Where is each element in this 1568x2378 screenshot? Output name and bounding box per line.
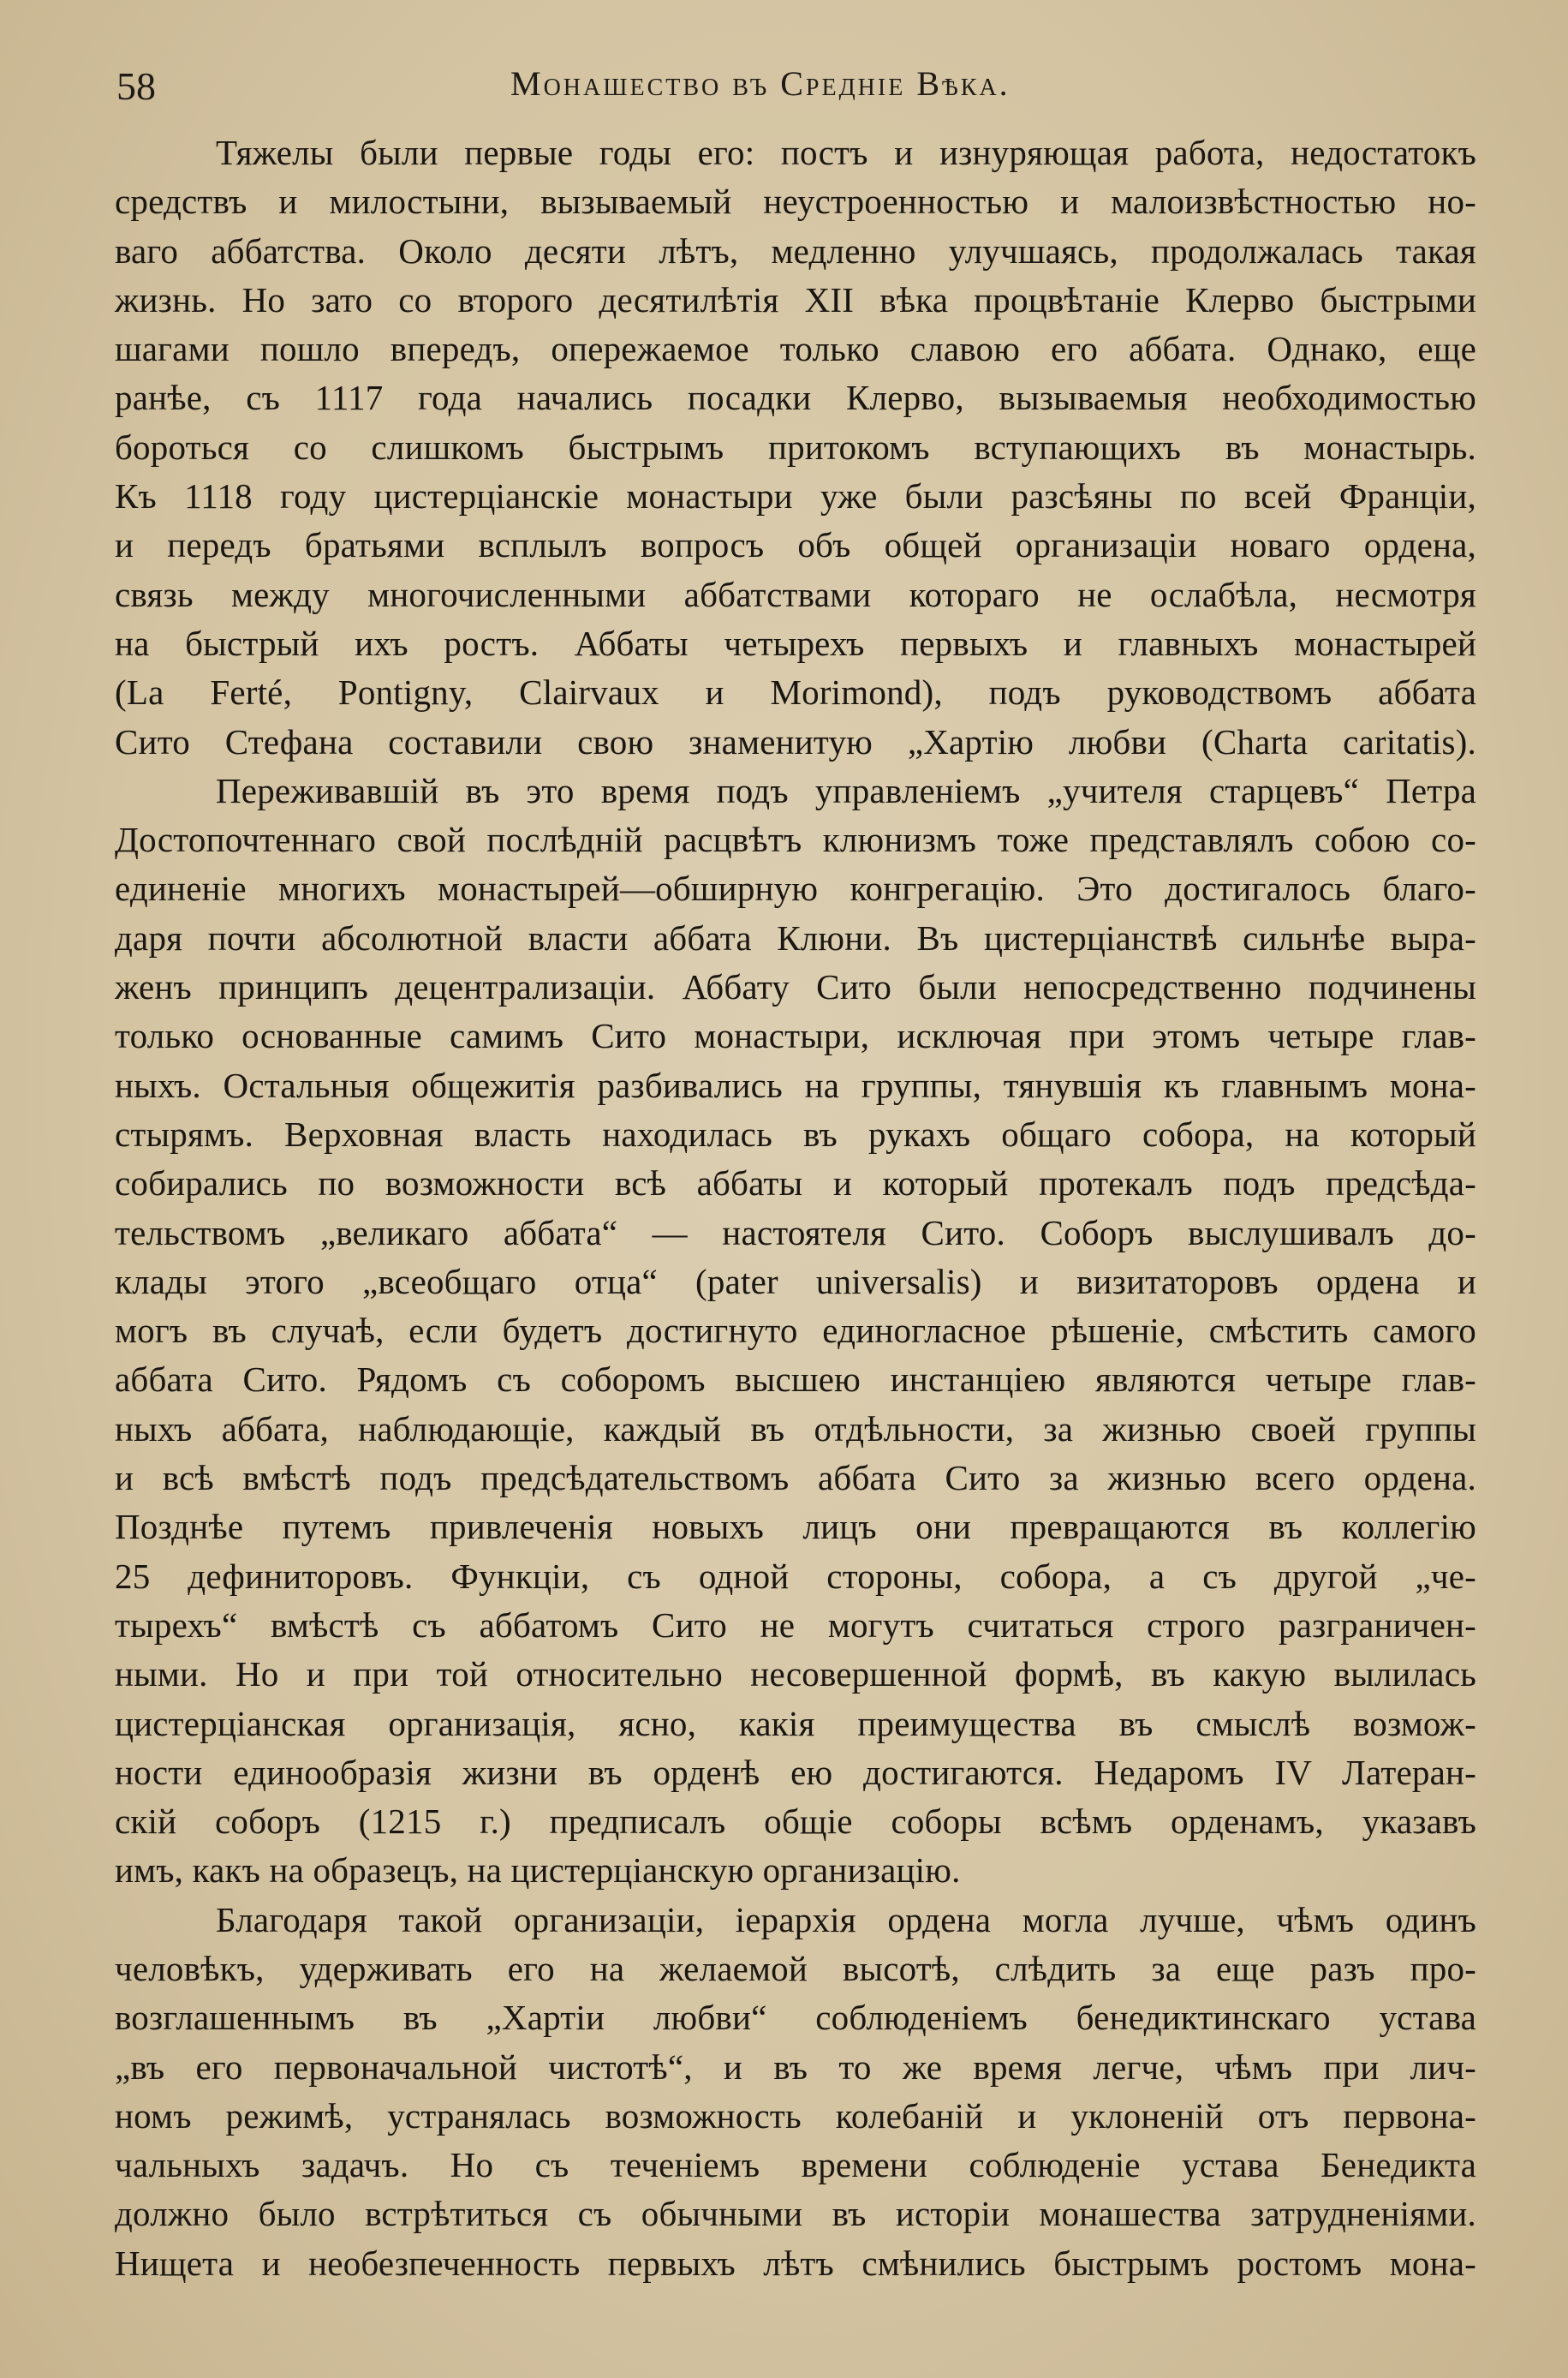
text-line: ныхъ аббата, наблюдающіе, каждый въ отдѣльности, за жизнью своей группы (115, 1408, 1476, 1449)
text-line: единеніе многихъ монастырей—обширную конгрегацію. Это достигалось благо- (115, 869, 1476, 909)
text-line: цистерціанская организація, ясно, какія преимущества въ смыслѣ возмож- (115, 1703, 1476, 1743)
text-line: бороться со слишкомъ быстрымъ притокомъ вступающихъ въ монастырь. (115, 427, 1476, 467)
text-line: (La Ferté, Pontigny, Clairvaux и Morimond), подъ руководствомъ аббата (115, 672, 1476, 713)
text-line: собирались по возможности всѣ аббаты и который протекалъ подъ предсѣда- (115, 1163, 1476, 1204)
text-line: ности единообразія жизни въ орденѣ ею достигаются. Недаромъ IV Латеран- (115, 1752, 1476, 1792)
text-line: Достопочтеннаго свой послѣдній расцвѣтъ клюнизмъ тоже представлялъ собою со- (115, 820, 1476, 860)
text-line: Благодаря такой организаціи, іерархія ордена могла лучше, чѣмъ одинъ (216, 1899, 1476, 1939)
text-line: жизнь. Но зато со второго десятилѣтія XII вѣка процвѣтаніе Клерво быстрыми (115, 279, 1476, 320)
text-line: Къ 1118 году цистерціанскіе монастыри уже были разсѣяны по всей Франціи, (115, 476, 1476, 517)
text-line: и всѣ вмѣстѣ подъ предсѣдательствомъ аббата Сито за жизнью всего ордена. (115, 1458, 1476, 1498)
text-line: только основанные самимъ Сито монастыри, исключая при этомъ четыре глав- (115, 1016, 1476, 1056)
text-line: стырямъ. Верховная власть находилась въ рукахъ общаго собора, на который (115, 1114, 1476, 1154)
text-line: ныхъ. Остальныя общежитія разбивались на группы, тянувшія къ главнымъ мона- (115, 1065, 1476, 1105)
text-line: ранѣе, съ 1117 года начались посадки Клерво, вызываемыя необходимостью (115, 378, 1476, 418)
text-line: тельствомъ „великаго аббата“ — настоятеля Сито. Соборъ выслушивалъ до- (115, 1212, 1476, 1252)
running-title: Монашество въ Средніе Вѣка. (510, 64, 1011, 103)
text-line: аббата Сито. Рядомъ съ соборомъ высшею инстанціею являются четыре глав- (115, 1359, 1476, 1400)
text-line: Позднѣе путемъ привлеченія новыхъ лицъ они превращаются въ коллегію (115, 1507, 1476, 1547)
text-line: шагами пошло впередъ, опережаемое только славою его аббата. Однако, еще (115, 329, 1476, 369)
paragraph-3 (115, 1896, 1476, 2288)
text-line: человѣкъ, удерживать его на желаемой высотѣ, слѣдить за еще разъ про- (115, 1948, 1476, 1988)
text-line: номъ режимѣ, устранялась возможность колебаній и уклоненій отъ первона- (115, 2095, 1476, 2136)
text-line: клады этого „всеобщаго отца“ (pater universalis) и визитаторовъ ордена и (115, 1261, 1476, 1301)
text-line: даря почти абсолютной власти аббата Клюни. Въ цистерціанствѣ сильнѣе выра- (115, 917, 1476, 958)
text-line: и передъ братьями всплылъ вопросъ объ общей организаціи новаго ордена, (115, 525, 1476, 565)
text-line: Тяжелы были первые годы его: постъ и изнуряющая работа, недостатокъ (216, 133, 1476, 172)
text-line: женъ принципъ децентрализаціи. Аббату Сито были непосредственно подчинены (115, 967, 1476, 1007)
text-line: имъ, какъ на образецъ, на цистерціанскую организацію. (115, 1850, 961, 1891)
text-line: Нищета и необезпеченность первыхъ лѣтъ смѣнились быстрымъ ростомъ мона- (115, 2243, 1476, 2283)
page-number: 58 (116, 64, 156, 108)
text-line: на быстрый ихъ ростъ. Аббаты четырехъ первыхъ и главныхъ монастырей (115, 623, 1476, 663)
text-line: возглашеннымъ въ „Хартіи любви“ соблюденіемъ бенедиктинскаго устава (115, 1998, 1476, 2038)
body-text (115, 128, 1476, 2288)
text-line: должно было встрѣтиться съ обычными въ исторіи монашества затрудненіями. (115, 2194, 1476, 2234)
running-head (116, 57, 1487, 117)
text-line: скій соборъ (1215 г.) предписалъ общіе соборы всѣмъ орденамъ, указавъ (115, 1801, 1476, 1842)
text-line: связь между многочисленными аббатствами котораго не ослабѣла, несмотря (115, 574, 1476, 614)
text-line: Переживавшій въ это время подъ управленіемъ „учителя старцевъ“ Петра (216, 770, 1476, 810)
text-line: чальныхъ задачъ. Но съ теченіемъ времени соблюденіе устава Бенедикта (115, 2145, 1476, 2185)
text-line: ными. Но и при той относительно несовершенной формѣ, въ какую вылилась (115, 1654, 1476, 1694)
text-line: Сито Стефана составили свою знаменитую „Хартію любви (Charta caritatis). (115, 721, 1476, 762)
paragraph-2 (115, 767, 1476, 1896)
text-line: 25 дефиниторовъ. Функціи, съ одной стороны, собора, а съ другой „че- (115, 1556, 1476, 1596)
text-line: могъ въ случаѣ, если будетъ достигнуто единогласное рѣшеніе, смѣстить самого (115, 1311, 1476, 1351)
text-line: тырехъ“ вмѣстѣ съ аббатомъ Сито не могутъ считаться строго разграничен- (115, 1604, 1476, 1645)
text-line: средствъ и милостыни, вызываемый неустроенностью и малоизвѣстностью но- (115, 182, 1476, 222)
text-line: „въ его первоначальной чистотѣ“, и въ то же время легче, чѣмъ при лич- (115, 2046, 1476, 2087)
text-line: ваго аббатства. Около десяти лѣтъ, медленно улучшаясь, продолжалась такая (115, 230, 1476, 271)
paragraph-1 (115, 128, 1476, 767)
